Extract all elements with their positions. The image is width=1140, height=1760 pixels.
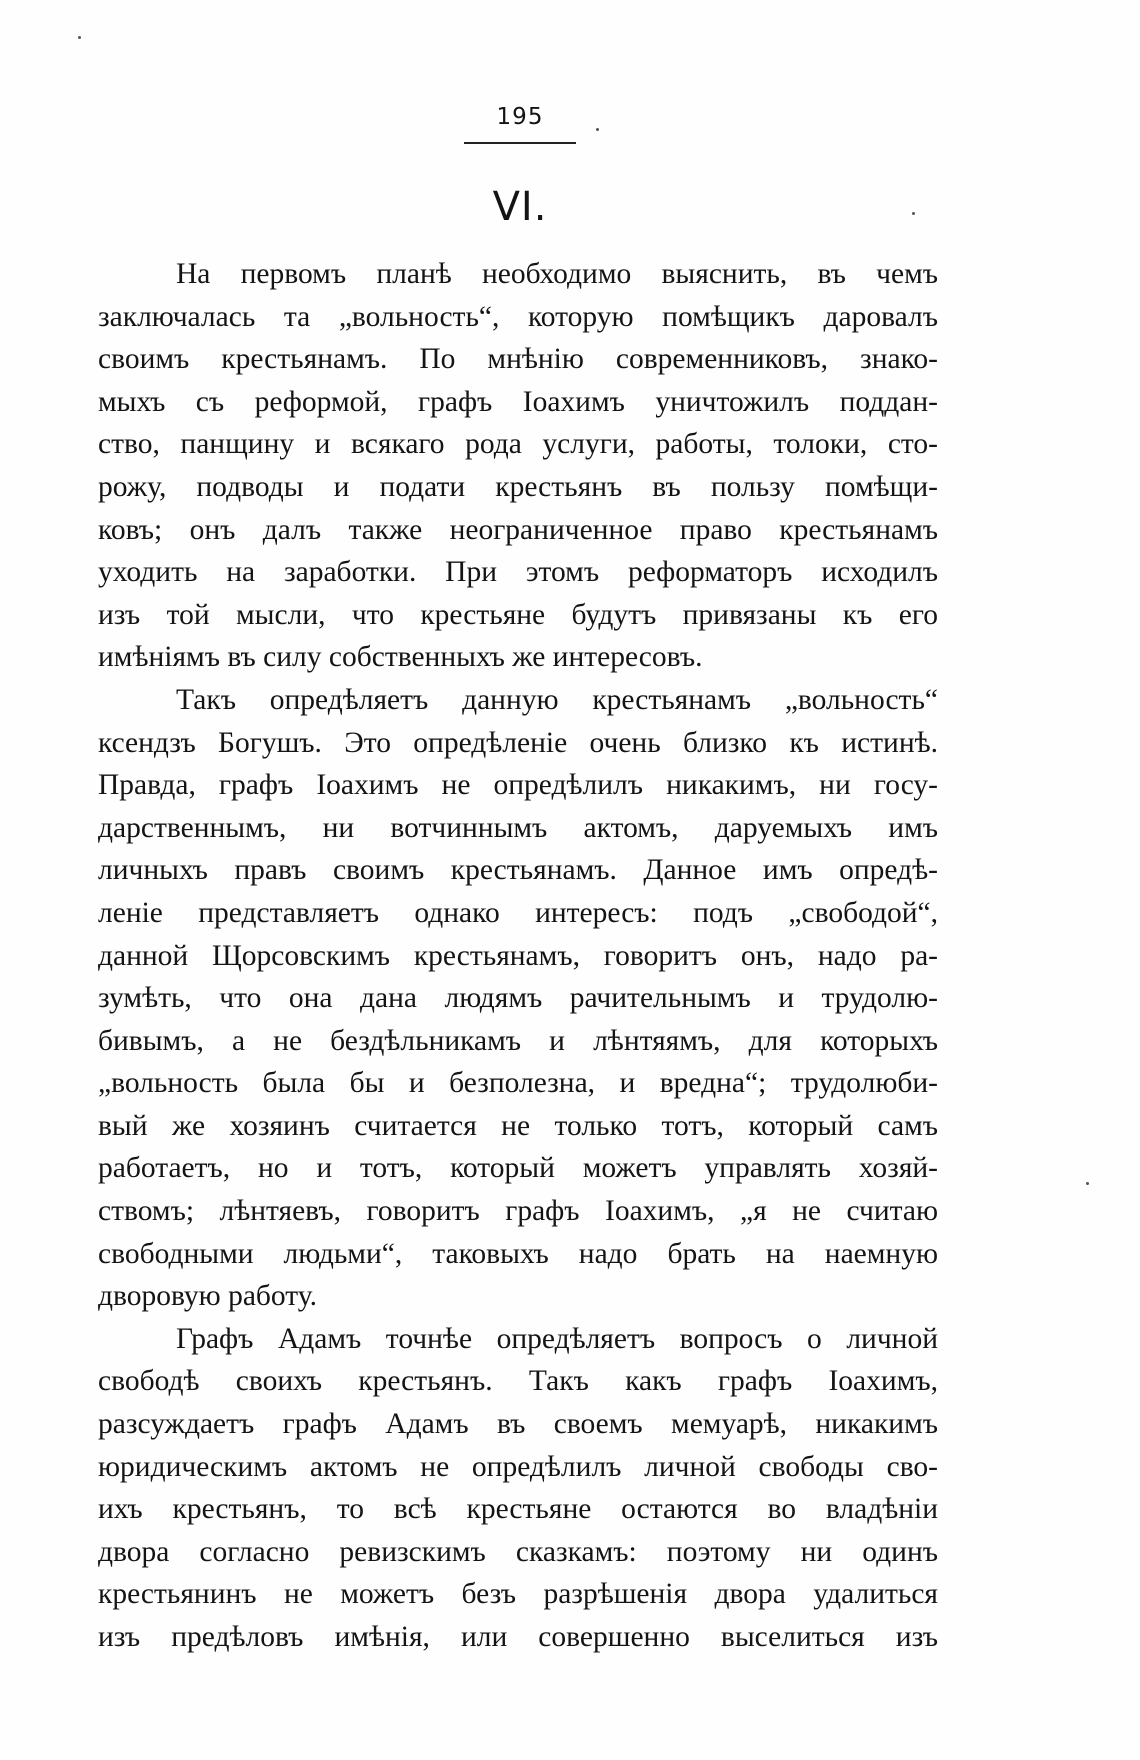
text-line: рожу, подводы и подати крестьянъ въ пользу помѣщи- bbox=[98, 470, 938, 503]
page-number-rule bbox=[464, 142, 576, 144]
text-line: ковъ; онъ далъ также неограниченное право крестьянамъ bbox=[98, 513, 938, 546]
text-line: дворовую работу. bbox=[98, 1280, 317, 1313]
chapter-heading: VI. bbox=[492, 184, 548, 230]
text-line: уходить на заработки. При этомъ реформаторъ исходилъ bbox=[98, 556, 938, 589]
text-line: изъ той мысли, что крестьяне будутъ привязаны къ его bbox=[98, 598, 938, 631]
text-line: заключалась та „вольность“, которую помѣщикъ даровалъ bbox=[98, 300, 938, 333]
text-line: бивымъ, а не бездѣльникамъ и лѣнтяямъ, для которыхъ bbox=[98, 1024, 938, 1057]
text-line: ихъ крестьянъ, то всѣ крестьяне остаются во владѣніи bbox=[98, 1493, 938, 1526]
text-line: Графъ Адамъ точнѣе опредѣляетъ вопросъ о личной bbox=[176, 1322, 938, 1355]
text-line: свободными людьми“, таковыхъ надо брать на наемную bbox=[98, 1237, 938, 1270]
text-line: крестьянинъ не можетъ безъ разрѣшенія двора удалиться bbox=[98, 1578, 938, 1611]
scan-speck bbox=[912, 212, 915, 215]
text-line: мыхъ съ реформой, графъ Іоахимъ уничтожилъ поддан- bbox=[98, 385, 938, 418]
text-line: Такъ опредѣляетъ данную крестьянамъ „вольность“ bbox=[176, 683, 938, 716]
text-line: свободѣ своихъ крестьянъ. Такъ какъ графъ Іоахимъ, bbox=[98, 1365, 938, 1398]
text-line: Правда, графъ Іоахимъ не опредѣлилъ никакимъ, ни госу- bbox=[98, 769, 938, 802]
text-line: двора согласно ревизскимъ сказкамъ: поэтому ни одинъ bbox=[98, 1535, 938, 1568]
text-line: ство, панщину и всякаго рода услуги, работы, толоки, сто- bbox=[98, 428, 938, 461]
scan-speck bbox=[596, 128, 599, 131]
text-line: „вольность была бы и безполезна, и вредна“; трудолюби- bbox=[98, 1067, 938, 1100]
text-line: дарственнымъ, ни вотчиннымъ актомъ, даруемыхъ имъ bbox=[98, 811, 938, 844]
text-line: личныхъ правъ своимъ крестьянамъ. Данное имъ опредѣ- bbox=[98, 854, 938, 887]
text-line: изъ предѣловъ имѣнія, или совершенно выселиться изъ bbox=[98, 1621, 938, 1653]
scan-speck bbox=[1086, 1182, 1089, 1185]
text-line: ствомъ; лѣнтяевъ, говоритъ графъ Іоахимъ, „я не считаю bbox=[98, 1195, 938, 1228]
text-line: вый же хозяинъ считается не только тотъ, который самъ bbox=[98, 1109, 938, 1142]
page-number: 195 bbox=[496, 104, 544, 130]
text-line: работаетъ, но и тотъ, который можетъ управлять хозяй- bbox=[98, 1152, 938, 1185]
scan-speck bbox=[78, 36, 81, 39]
text-line: На первомъ планѣ необходимо выяснить, въ чемъ bbox=[176, 258, 938, 290]
text-line: ксендзъ Богушъ. Это опредѣленіе очень близко къ истинѣ. bbox=[98, 726, 938, 759]
text-line: зумѣть, что она дана людямъ рачительнымъ и трудолю- bbox=[98, 982, 938, 1015]
text-line: имѣніямъ въ силу собственныхъ же интересовъ. bbox=[98, 641, 703, 674]
text-line: данной Щорсовскимъ крестьянамъ, говоритъ онъ, надо ра- bbox=[98, 939, 938, 972]
text-line: леніе представляетъ однако интересъ: подъ „свободой“, bbox=[98, 896, 938, 929]
text-line: разсуждаетъ графъ Адамъ въ своемъ мемуарѣ, никакимъ bbox=[98, 1408, 938, 1441]
body-text bbox=[98, 253, 938, 1659]
text-line: юридическимъ актомъ не опредѣлилъ личной свободы сво- bbox=[98, 1450, 938, 1483]
text-line: своимъ крестьянамъ. По мнѣнію современниковъ, знако- bbox=[98, 343, 938, 376]
